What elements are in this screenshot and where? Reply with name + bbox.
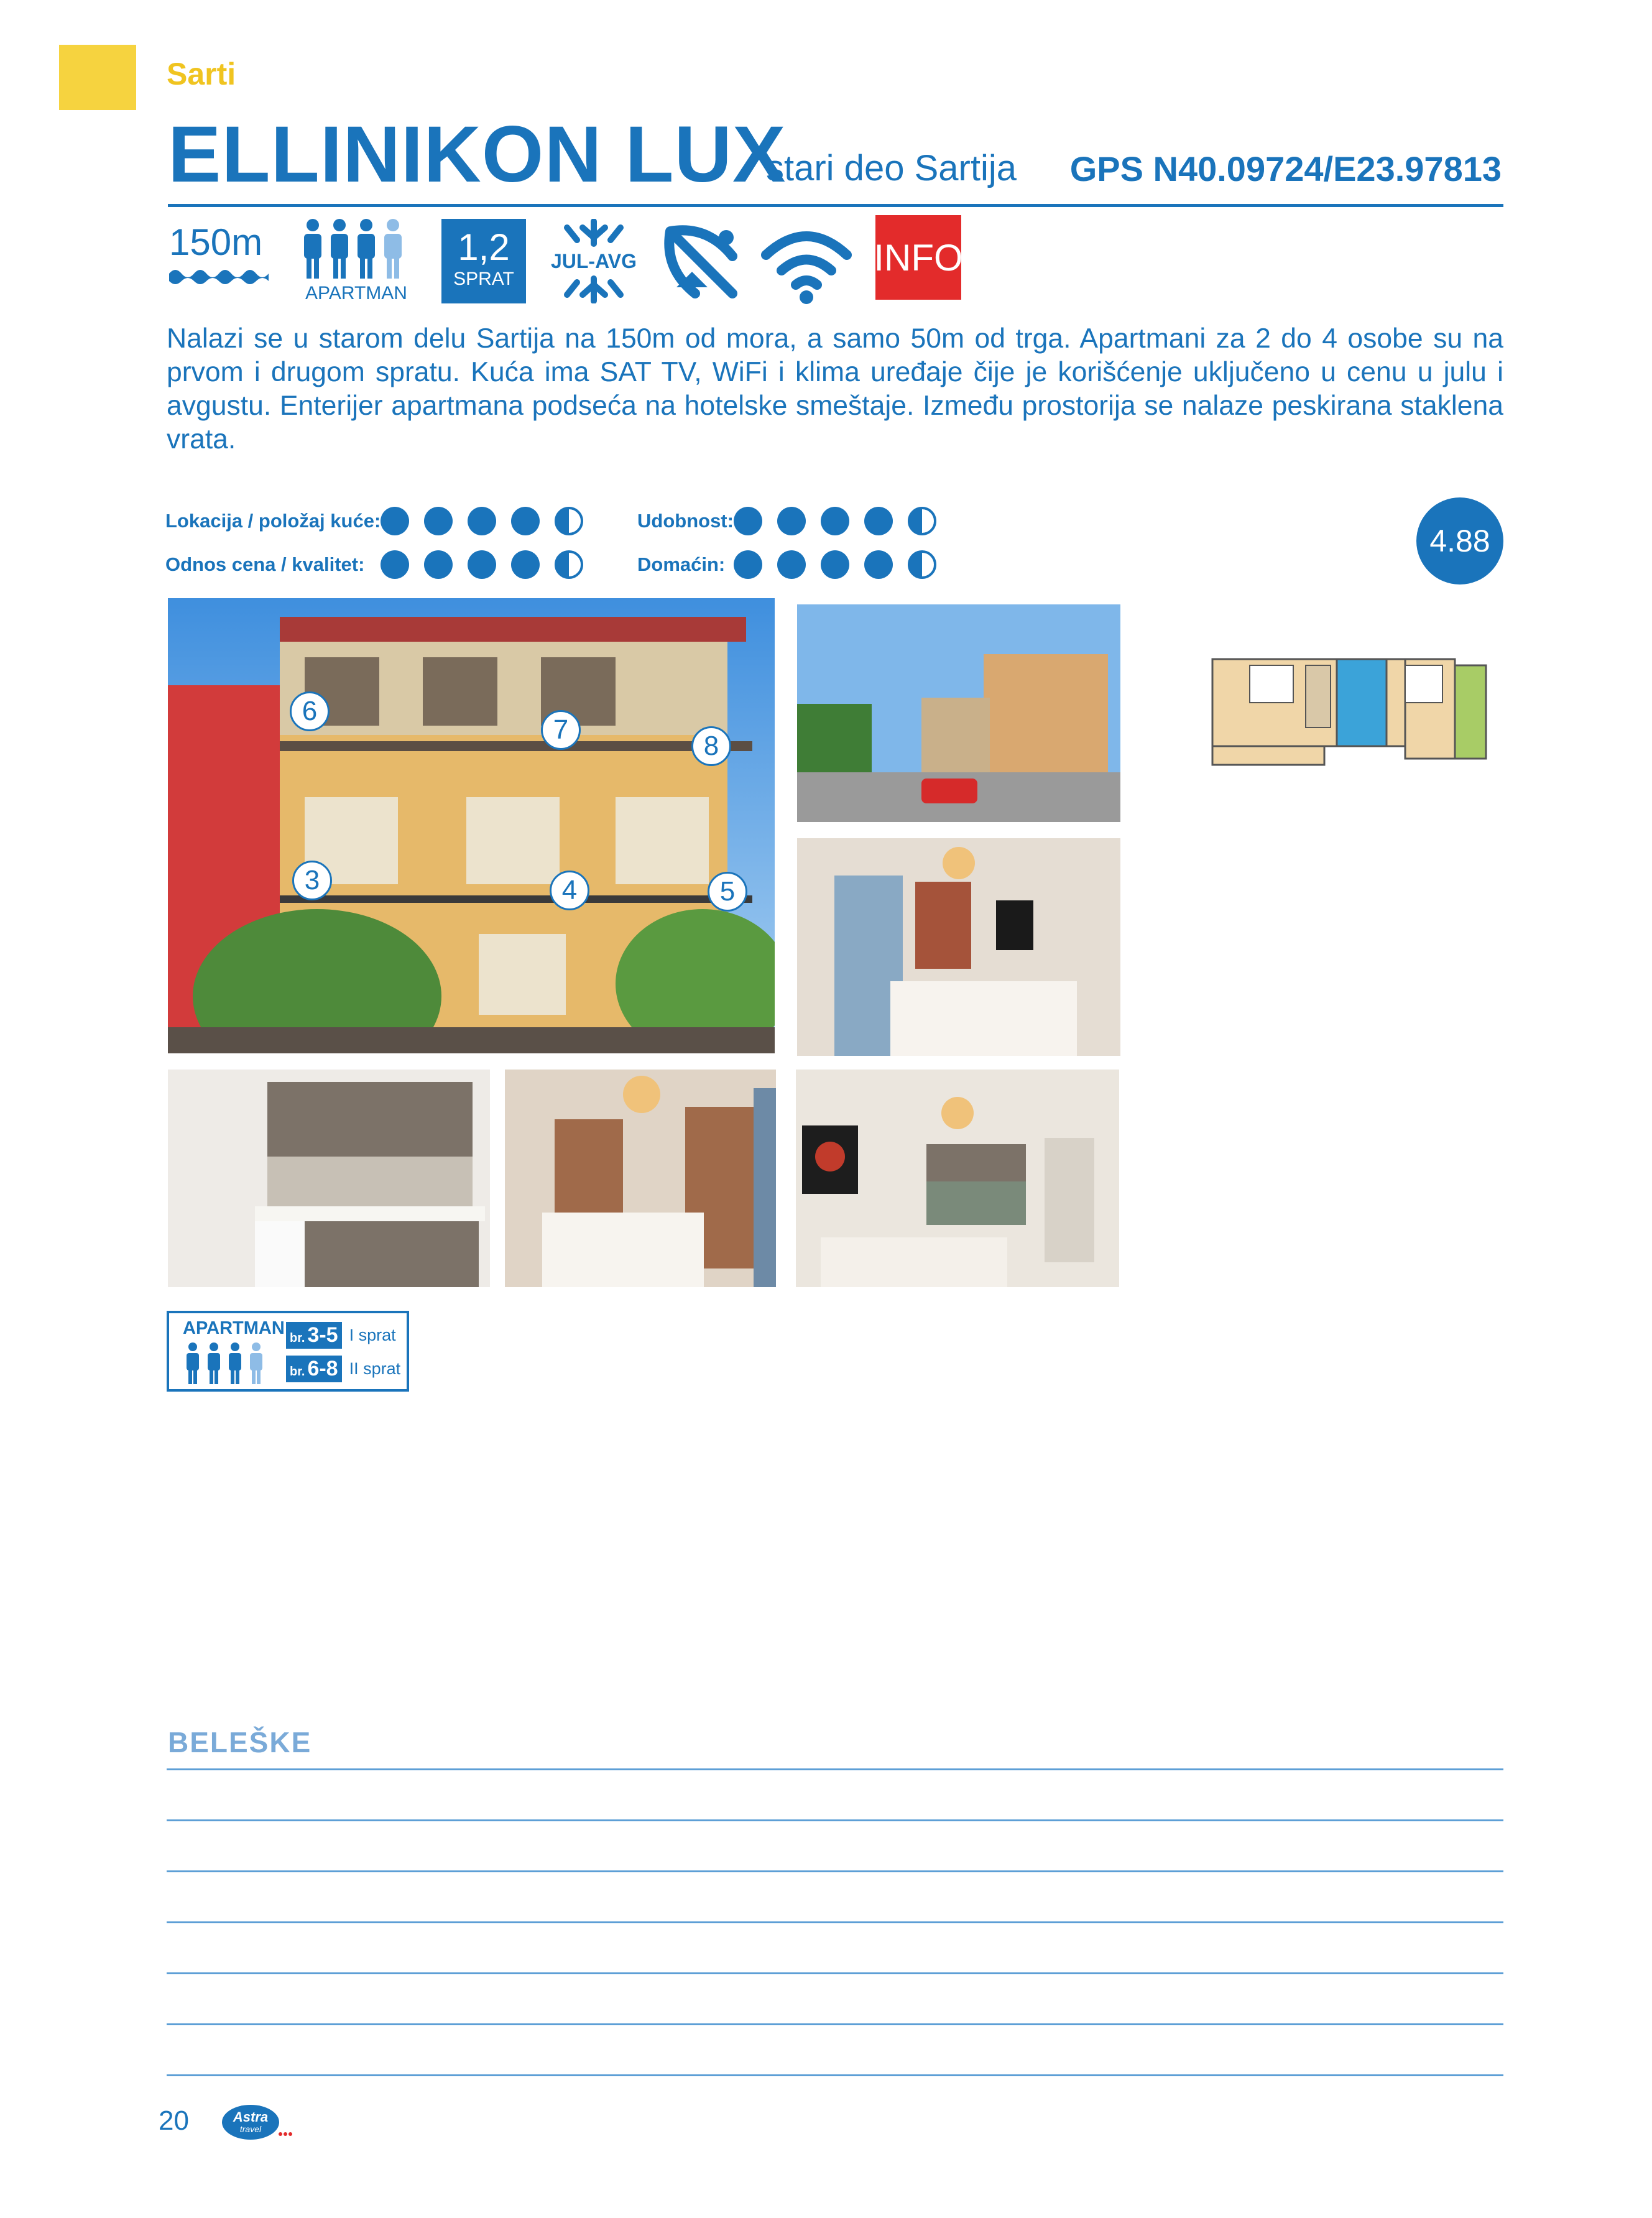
floor-plan	[1206, 653, 1492, 790]
rating-dot	[468, 507, 496, 535]
legend-prefix: br.	[290, 1331, 305, 1345]
rating-dots-location	[381, 507, 583, 535]
bedroom-photo-2	[505, 1070, 776, 1287]
legend-prefix: br.	[290, 1365, 305, 1379]
rating-label-location: Lokacija / položaj kuće:	[165, 510, 381, 532]
section-tab	[59, 45, 136, 110]
rating-dot	[864, 550, 893, 579]
rating-dot	[734, 550, 762, 579]
info-button[interactable]	[875, 215, 961, 300]
legend-persons-icon	[183, 1342, 270, 1385]
distance-label: 150m	[169, 221, 263, 263]
studio-photo	[796, 1070, 1119, 1287]
note-line	[167, 2023, 1503, 2025]
rating-dot	[821, 550, 849, 579]
rating-dot	[381, 507, 409, 535]
rating-label-host: Domaćin:	[637, 553, 726, 575]
legend-floor: II sprat	[349, 1359, 401, 1378]
legend-title: APARTMAN	[183, 1318, 285, 1338]
legend-tag-1	[286, 1322, 342, 1349]
region-name: Sarti	[167, 57, 236, 91]
note-line	[167, 1870, 1503, 1872]
legend-numbers: 3-5	[307, 1323, 338, 1347]
ac-period-label: JUL-AVG	[548, 250, 639, 273]
logo-text: Astra	[233, 2109, 269, 2125]
gps-coordinates: GPS N40.09724/E23.97813	[1069, 149, 1502, 188]
legend-numbers: 6-8	[307, 1357, 338, 1380]
rating-label-comfort: Udobnost:	[637, 510, 734, 532]
page-number: 20	[159, 2105, 189, 2136]
kitchen-photo	[168, 1070, 490, 1287]
rating-dot	[381, 550, 409, 579]
rating-dots-host	[734, 550, 936, 579]
floor-value: 1,2	[458, 226, 510, 268]
street-photo	[797, 604, 1120, 822]
rating-dot	[777, 550, 806, 579]
rating-dot-half	[555, 550, 583, 579]
legend-row-1	[286, 1322, 396, 1349]
rating-dot	[424, 507, 453, 535]
logo-subtext: travel	[239, 2124, 262, 2134]
rating-dots-value	[381, 550, 583, 579]
rating-dot-half	[908, 507, 936, 535]
rating-dot	[777, 507, 806, 535]
building-photo	[168, 598, 775, 1053]
page-title: ELLINIKON LUX	[168, 110, 787, 199]
satellite-tv-icon	[658, 219, 745, 306]
wave-icon	[169, 261, 269, 286]
astra-logo	[221, 2102, 295, 2143]
legend-tag-2	[286, 1356, 342, 1382]
rating-dot-half	[555, 507, 583, 535]
apartment-marker-7: 7	[541, 710, 581, 750]
rating-label-value: Odnos cena / kvalitet:	[165, 553, 365, 575]
rating-dots-comfort	[734, 507, 936, 535]
note-line	[167, 1921, 1503, 1923]
apartment-marker-8: 8	[691, 726, 731, 766]
note-line	[167, 2074, 1503, 2076]
bedroom-photo-1	[797, 838, 1120, 1056]
apartment-label: APARTMAN	[305, 283, 407, 303]
four-persons-icon	[300, 218, 412, 280]
apartment-marker-6: 6	[290, 691, 330, 731]
legend-floor: I sprat	[349, 1326, 396, 1344]
persons-icon	[300, 218, 412, 305]
description: Nalazi se u starom delu Sartija na 150m od mora, a samo 50m od trga. Apartmani za 2 do 4 osobe su na prvom i drugom spratu. Kuća ima SAT TV, WiFi i klima uređaje čije je korišćenje uključeno u cenu u julu i avgustu. Enterijer apartmana podseća na hotelske smeštaje. Između prostorija se nalaze peskirana staklena vrata.	[167, 323, 1503, 455]
distance-icon	[169, 221, 269, 295]
apartment-marker-4: 4	[550, 871, 589, 910]
floor-label: SPRAT	[453, 269, 514, 289]
rating-dot	[511, 507, 540, 535]
overall-score: 4.88	[1416, 497, 1503, 585]
subtitle: stari deo Sartija	[766, 148, 1017, 188]
rating-dot	[821, 507, 849, 535]
legend-row-2	[286, 1356, 400, 1382]
floor-badge	[441, 219, 526, 303]
apartment-legend	[167, 1311, 409, 1392]
notes-title: BELEŠKE	[168, 1726, 312, 1758]
apartment-marker-5: 5	[708, 872, 747, 912]
rating-dot	[468, 550, 496, 579]
rating-dot-half	[908, 550, 936, 579]
info-label: INFO	[874, 236, 963, 279]
rating-dot	[864, 507, 893, 535]
note-line	[167, 1819, 1503, 1821]
wifi-icon	[760, 224, 853, 305]
rating-dot	[511, 550, 540, 579]
apartment-marker-3: 3	[292, 861, 332, 900]
note-line	[167, 1972, 1503, 1974]
title-divider	[168, 204, 1503, 207]
note-line	[167, 1768, 1503, 1770]
ac-icon	[548, 219, 639, 303]
rating-dot	[424, 550, 453, 579]
rating-dot	[734, 507, 762, 535]
